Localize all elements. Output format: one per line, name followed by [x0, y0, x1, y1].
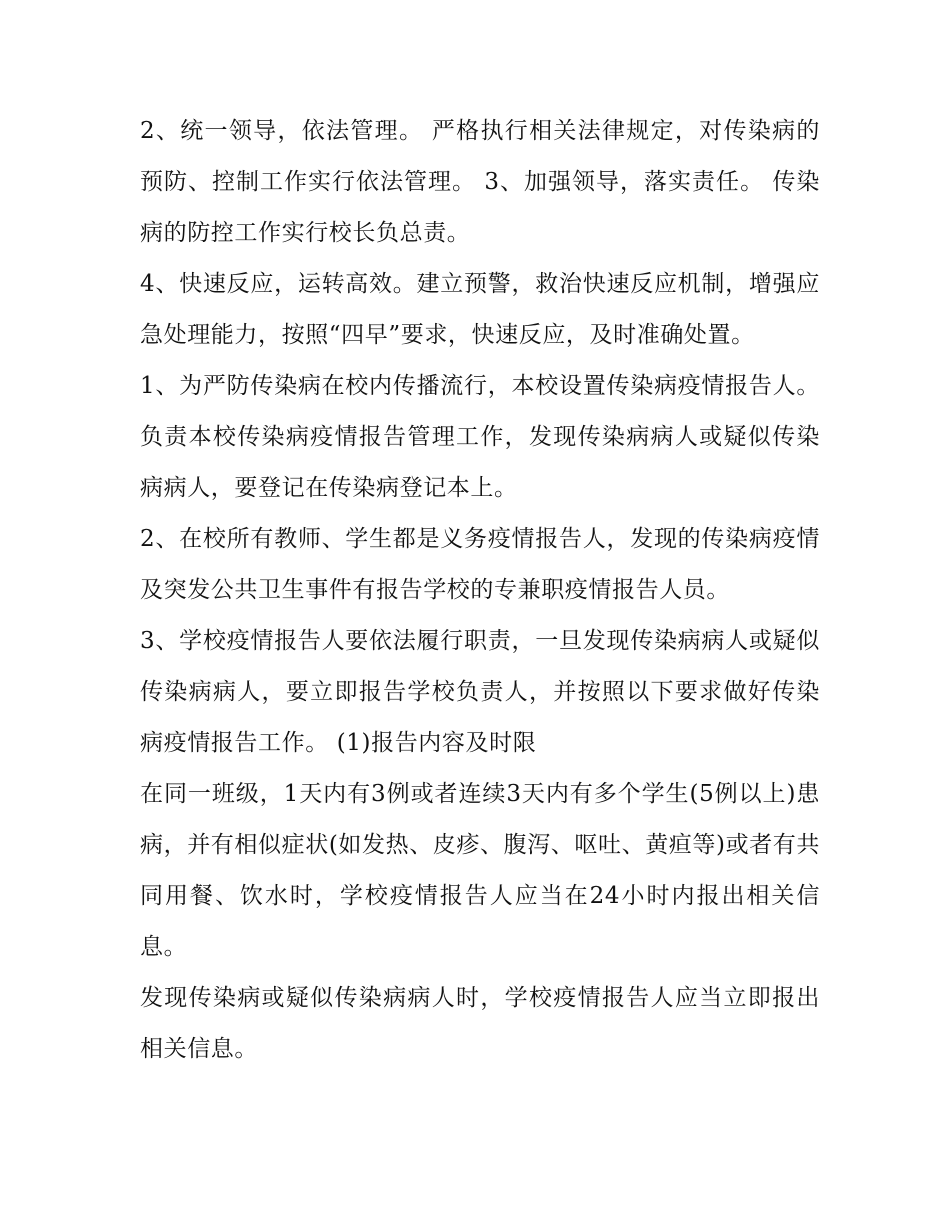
paragraph-rapid-response: 4、快速反应，运转高效。建立预警，救治快速反应机制，增强应急处理能力，按照“四早”要求，快速反应，及时准确处置。 [140, 271, 820, 348]
paragraph-reporter-setup: 1、为严防传染病在校内传播流行，本校设置传染病疫情报告人。负责本校传染病疫情报告管理工作，发现传染病病人或疑似传染病病人，要登记在传染病登记本上。 [140, 373, 820, 501]
paragraph-immediate-report: 发现传染病或疑似传染病病人时，学校疫情报告人应当立即报出相关信息。 [140, 985, 820, 1062]
paragraph-report-criteria: 在同一班级，1天内有3例或者连续3天内有多个学生(5例以上)患病，并有相似症状(如发热、皮疹、腹泻、呕吐、黄疸等)或者有共同用餐、饮水时，学校疫情报告人应当在24小时内报出相关信息。 [140, 781, 820, 960]
paragraph-principle-leadership: 2、统一领导，依法管理。 严格执行相关法律规定，对传染病的预防、控制工作实行依法管理。 3、加强领导，落实责任。 传染病的防控工作实行校长负总责。 [140, 118, 820, 246]
paragraph-reporter-duties: 3、学校疫情报告人要依法履行职责，一旦发现传染病病人或疑似传染病病人，要立即报告学校负责人，并按照以下要求做好传染病疫情报告工作。 (1)报告内容及时限 [140, 628, 820, 756]
paragraph-voluntary-reporters: 2、在校所有教师、学生都是义务疫情报告人，发现的传染病疫情及突发公共卫生事件有报告学校的专兼职疫情报告人员。 [140, 526, 820, 603]
document-body [140, 106, 820, 1075]
